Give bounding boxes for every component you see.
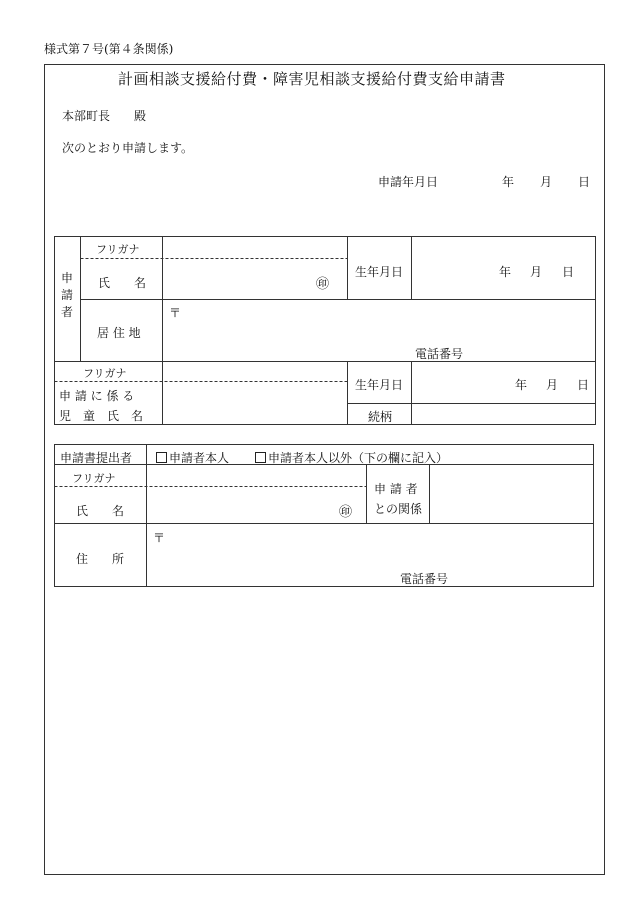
child-relationship-label: 続柄 — [368, 410, 393, 424]
applicant-seal-mark: ㊞ — [316, 277, 330, 292]
applicant-postal-mark: 〒 — [169, 306, 182, 320]
applicant-furigana-label: フリガナ — [96, 243, 140, 256]
applicant-birthdate-label: 生年月日 — [355, 265, 404, 279]
applicant-birthdate-year[interactable]: 年 — [499, 265, 512, 279]
child-birthdate-year[interactable]: 年 — [515, 378, 528, 392]
submitter-address-label: 住 所 — [76, 552, 125, 566]
submitter-relation-label-line1: 申 請 者 — [374, 482, 418, 496]
submitter-self-label: 申請者本人 — [169, 451, 230, 465]
submitter-seal-mark: ㊞ — [339, 505, 353, 520]
submitter-furigana-label: フリガナ — [72, 472, 116, 485]
submitter-relation-label-line2: との関係 — [374, 502, 423, 516]
application-date-month[interactable]: 月 — [540, 175, 553, 189]
applicant-address-label: 居 住 地 — [97, 326, 141, 340]
application-date-label: 申請年月日 — [378, 175, 439, 189]
form-title: 計画相談支援給付費・障害児相談支援給付費支給申請書 — [118, 70, 506, 88]
applicant-birthdate-month[interactable]: 月 — [530, 265, 543, 279]
submitter-name-label: 氏 名 — [76, 504, 125, 518]
applicant-side-label: 申 請 者 — [61, 271, 74, 319]
child-birthdate-label: 生年月日 — [355, 378, 404, 392]
submitter-other-label: 申請者本人以外（下の欄に記入） — [268, 451, 449, 465]
submitter-option-other[interactable] — [255, 449, 448, 466]
form-number: 様式第７号(第４条関係) — [44, 42, 174, 56]
child-name-label-line2: 児 童 氏 名 — [59, 409, 144, 423]
submitter-other-checkbox[interactable] — [255, 452, 266, 463]
applicant-name-label: 氏 名 — [98, 276, 147, 290]
child-birthdate-day[interactable]: 日 — [577, 378, 590, 392]
child-name-label-line1: 申 請 に 係 る — [59, 389, 135, 403]
submitter-label: 申請書提出者 — [60, 451, 133, 465]
intro-text: 次のとおり申請します。 — [62, 141, 194, 155]
application-date-day[interactable]: 日 — [578, 175, 591, 189]
applicant-phone-label: 電話番号 — [415, 347, 464, 361]
submitter-postal-mark: 〒 — [153, 531, 166, 545]
addressee: 本部町長 殿 — [62, 109, 147, 123]
application-date-year[interactable]: 年 — [502, 175, 515, 189]
child-birthdate-month[interactable]: 月 — [546, 378, 559, 392]
applicant-birthdate-day[interactable]: 日 — [562, 265, 575, 279]
child-furigana-label: フリガナ — [83, 367, 127, 380]
submitter-self-checkbox[interactable] — [156, 452, 167, 463]
submitter-option-self[interactable] — [156, 449, 229, 466]
submitter-phone-label: 電話番号 — [400, 572, 449, 586]
